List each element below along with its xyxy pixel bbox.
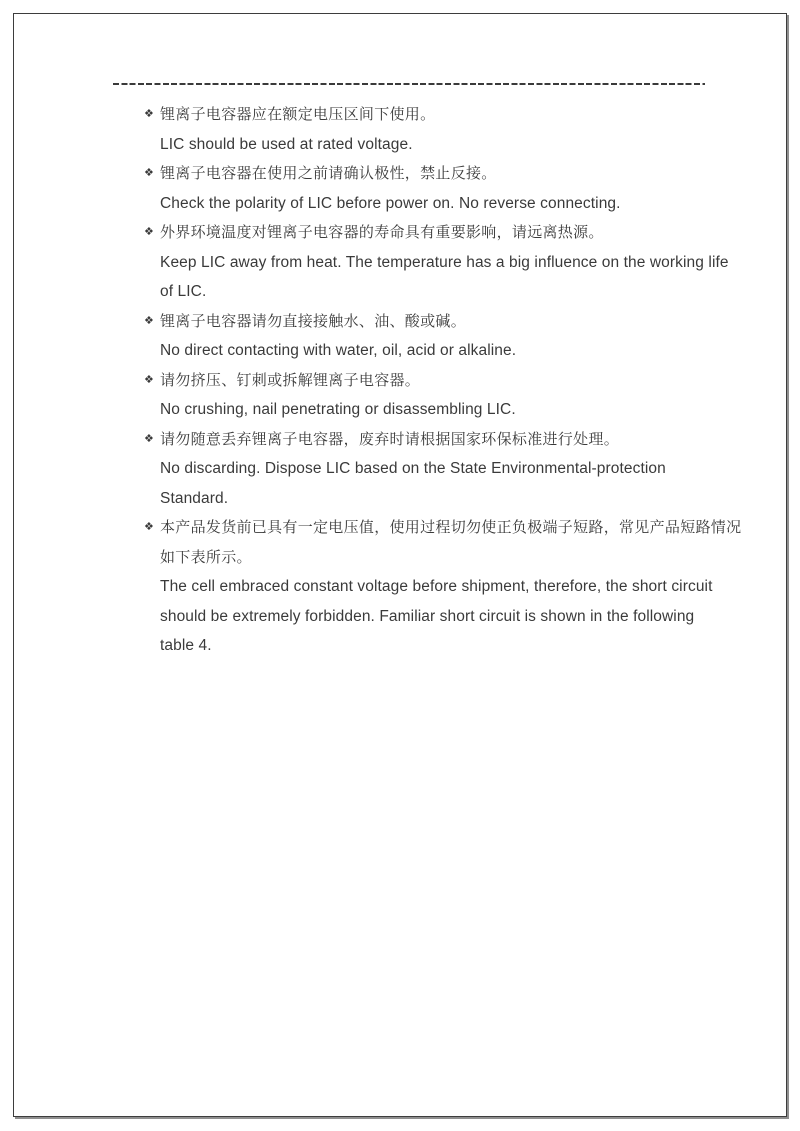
diamond-bullet-icon: ❖ (144, 108, 155, 120)
english-text: should be extremely forbidden. Familiar short circuit is shown in the following (160, 607, 695, 625)
english-text: Keep LIC away from heat. The temperature has a big influence on the working life (160, 253, 729, 271)
safety-item-chinese (144, 425, 722, 455)
chinese-text-continuation: 如下表所示。 (160, 548, 252, 566)
english-text: Check the polarity of LIC before power on. No reverse connecting. (160, 194, 621, 212)
safety-item (144, 218, 729, 307)
safety-item-chinese (144, 513, 742, 543)
diamond-bullet-icon: ❖ (144, 226, 155, 238)
chinese-text: 锂离子电容器在使用之前请确认极性，禁止反接。 (160, 165, 497, 182)
safety-instructions-list (144, 100, 742, 661)
safety-item-chinese (144, 100, 722, 130)
safety-item (144, 425, 722, 514)
chinese-text: 本产品发货前已具有一定电压值，使用过程切勿使正负极端子短路，常见产品短路情况 (160, 519, 742, 536)
english-text: Standard. (160, 489, 229, 507)
safety-item-chinese (144, 218, 722, 248)
chinese-text: 请勿随意丢弃锂离子电容器，废弃时请根据国家环保标准进行处理。 (160, 430, 620, 448)
diamond-bullet-icon: ❖ (144, 373, 155, 386)
safety-item-chinese (144, 307, 722, 337)
chinese-text: 请勿挤压、钉刺或拆解锂离子电容器。 (160, 371, 421, 389)
safety-item (144, 307, 722, 366)
english-text: table 4. (160, 637, 212, 654)
dashed-divider (113, 83, 705, 85)
safety-item-chinese (144, 366, 722, 396)
diamond-bullet-icon: ❖ (144, 167, 155, 179)
chinese-text: 锂离子电容器应在额定电压区间下使用。 (160, 106, 436, 123)
chinese-text: 外界环境温度对锂离子电容器的寿命具有重要影响，请远离热源。 (160, 224, 604, 241)
english-text: No crushing, nail penetrating or disassembling LIC. (160, 401, 516, 418)
english-text: No direct contacting with water, oil, acid or alkaline. (160, 342, 517, 359)
english-text: of LIC. (160, 283, 207, 300)
safety-item (144, 100, 722, 159)
english-text: No discarding. Dispose LIC based on the State Environmental-protection (160, 460, 666, 477)
safety-item (144, 366, 722, 425)
diamond-bullet-icon: ❖ (144, 521, 155, 533)
english-text: LIC should be used at rated voltage. (160, 135, 413, 153)
english-text: The cell embraced constant voltage before shipment, therefore, the short circuit (160, 578, 713, 595)
safety-item (144, 159, 722, 218)
safety-item-chinese (144, 159, 722, 189)
diamond-bullet-icon: ❖ (144, 432, 155, 445)
diamond-bullet-icon: ❖ (144, 314, 155, 327)
safety-item (144, 513, 742, 661)
chinese-text: 锂离子电容器请勿直接接触水、油、酸或碱。 (160, 312, 467, 330)
